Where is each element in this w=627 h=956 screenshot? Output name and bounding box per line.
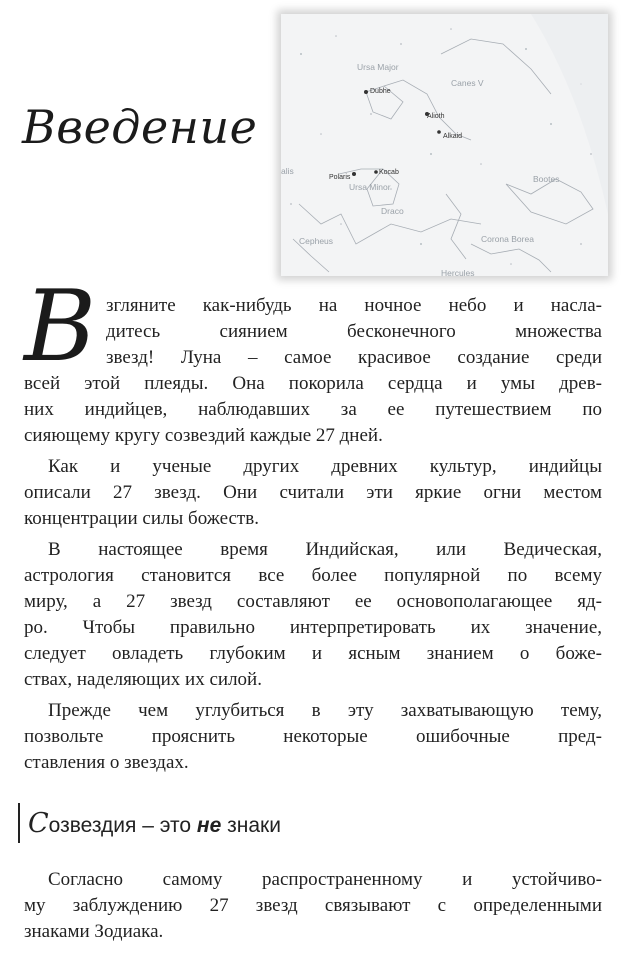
label-canes-venatici: Canes V — [451, 78, 484, 88]
label-polaris: Polaris — [329, 174, 351, 181]
section-heading-cap: С — [28, 808, 49, 839]
intro-p3-line-1: В настоящее время Индийская, или Ведическая, — [48, 539, 602, 560]
intro-p1-line-6: сияющему кругу созвездий каждые 27 дней. — [24, 425, 383, 446]
section-heading — [28, 808, 281, 839]
label-draco: Draco — [381, 206, 404, 216]
intro-p4-line-1: Прежде чем углубиться в эту захватывающую тему, — [48, 700, 602, 721]
section-heading-emphasis: не — [196, 814, 222, 837]
label-ursa-major: Ursa Major — [357, 62, 399, 72]
intro-p1-line-5: них индийцев, наблюдавших за ее путешествием по — [24, 399, 602, 420]
label-hercules: Hercules — [441, 268, 475, 276]
label-alkaid: Alkaid — [443, 133, 463, 140]
label-cepheus: Cepheus — [299, 236, 334, 246]
intro-p3-line-3: миру, а 27 звезд составляют ее основополагающее яд- — [24, 591, 602, 612]
intro-p3-line-5: следует овладеть глубоким и ясным знанием о боже- — [24, 643, 602, 664]
section-p1-line-1: Согласно самому распространенному и устойчиво- — [48, 869, 602, 890]
intro-p1-line-4: всей этой плеяды. Она покорила сердца и умы древ- — [24, 373, 602, 394]
label-alioth: Alioth — [427, 113, 445, 120]
star-map-svg — [281, 14, 608, 276]
intro-p1-line-1: зглянитe как-нибудь на ночное небо и насла- — [106, 295, 602, 316]
intro-p4-line-2: позвольте прояснить некоторые ошибочные пред- — [24, 726, 602, 747]
star-dubhe — [364, 90, 368, 94]
label-kocab: Kocab — [379, 169, 399, 176]
intro-p4-line-3: ставления о звездах. — [24, 752, 189, 773]
star-map-image — [281, 14, 608, 276]
intro-p1-line-3: звезд! Луна – самое красивое создание среди — [106, 347, 602, 368]
label-bootes: Bootes — [533, 174, 560, 184]
section-p1-line-2: му заблуждению 27 звезд связывают с определенными — [24, 895, 602, 916]
label-dalis: alis — [281, 166, 294, 176]
intro-p3-line-4: ро. Чтобы правильно интерпретировать их значение, — [24, 617, 602, 638]
section-heading-pre: озвездия – это — [48, 814, 197, 837]
label-dubhe: Dubhe — [370, 88, 391, 95]
intro-p2-line-2: описали 27 звезд. Они считали эти яркие огни местом — [24, 482, 602, 503]
label-corona-borealis: Corona Borea — [481, 234, 534, 244]
intro-p2-line-1: Как и ученые других древних культур, индийцы — [48, 456, 602, 477]
intro-p2-line-3: концентрации силы божеств. — [24, 508, 259, 529]
chapter-title: Введение — [22, 100, 258, 154]
section-rule — [18, 803, 20, 843]
intro-p3-line-6: ствах, наделяющих их силой. — [24, 669, 262, 690]
intro-p3-line-2: астрология становится все более популярной по всему — [24, 565, 602, 586]
label-ursa-minor: Ursa Minor — [349, 182, 391, 192]
drop-cap: В — [24, 270, 97, 384]
section-p1-line-3: знаками Зодиака. — [24, 921, 164, 942]
section-heading-post: знаки — [221, 814, 281, 837]
intro-p1-line-2: дитесь сиянием бесконечного множества — [106, 321, 602, 342]
